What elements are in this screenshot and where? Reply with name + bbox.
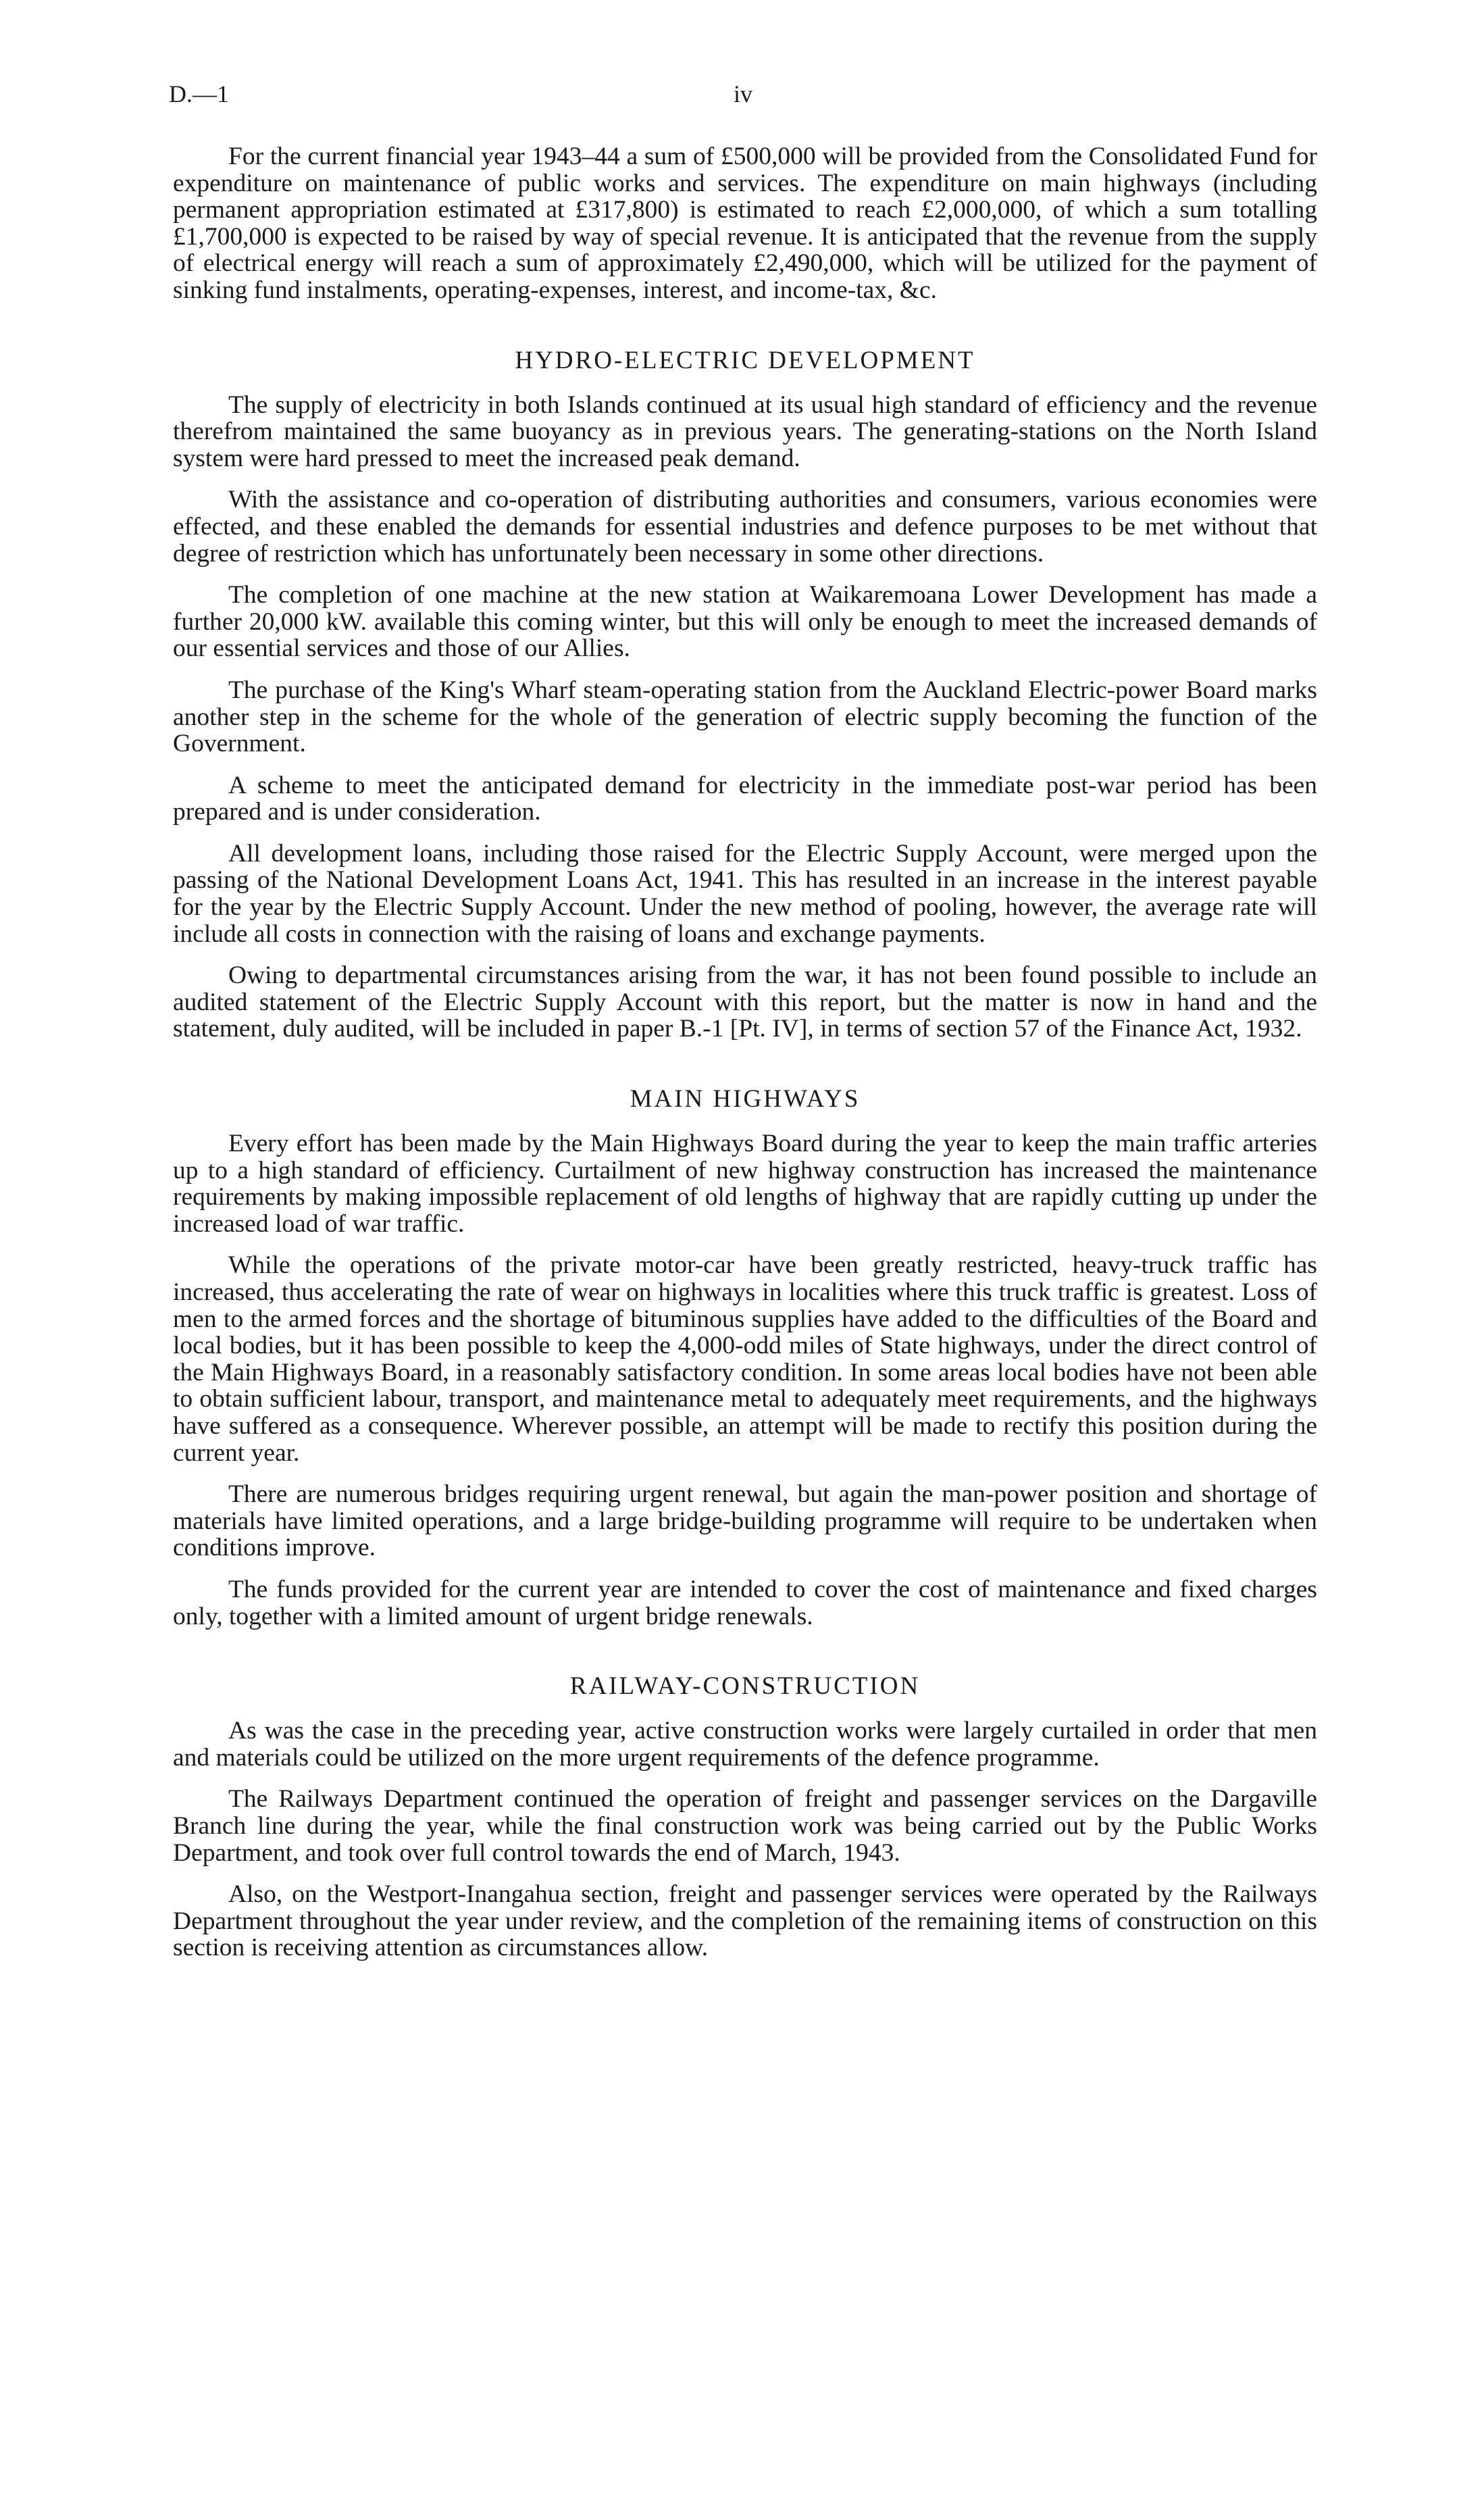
document-reference: D.—1 <box>169 80 229 107</box>
body-paragraph: A scheme to meet the anticipated demand for electricity in the immediate post-war period has been prepared and is under consideration. <box>173 771 1317 826</box>
body-paragraph: For the current financial year 1943–44 a sum of £500,000 will be provided from the Consolidated Fund for expenditure on maintenance of public works and services. The expenditure on main highways (including permanent appropriation estimated at £317,800) is estimated to reach £2,000,000, of which a sum totalling £1,700,000 is expected to be raised by way of special revenue. It is anticipated that the revenue from the supply of electrical energy will reach a sum of approximately £2,490,000, which will be utilized for the payment of sinking fund instalments, operating-expenses, interest, and income-tax, &c. <box>173 143 1317 304</box>
body-paragraph: The Railways Department continued the operation of freight and passenger services on the Dargaville Branch line during the year, while the final construction work was being carried out by the Public Works Department, and took over full control towards the end of March, 1943. <box>173 1785 1317 1867</box>
main-highways-section <box>173 1084 1317 1630</box>
page-number: iv <box>733 80 752 107</box>
body-paragraph: While the operations of the private motor-car have been greatly restricted, heavy-truck traffic has increased, thus accelerating the rate of wear on highways in localities where this truck traffic is greatest. Loss of men to the armed forces and the shortage of bituminous supplies have added to the difficulties of the Board and local bodies, but it has been possible to keep the 4,000-odd miles of State highways, under the direct control of the Main Highways Board, in a reasonably satisfactory condition. In some areas local bodies have not been able to obtain sufficient labour, transport, and maintenance metal to adequately meet requirements, and the highways have suffered as a consequence. Wherever possible, an attempt will be made to rectify this position during the current year. <box>173 1251 1317 1467</box>
body-paragraph: Owing to departmental circumstances arising from the war, it has not been found possible to include an audited statement of the Electric Supply Account with this report, but the matter is now in hand and the statement, duly audited, will be included in paper B.-1 [Pt. IV], in terms of section 57 of the Finance Act, 1932. <box>173 961 1317 1043</box>
railway-construction-section <box>173 1672 1317 1961</box>
page-header <box>169 80 1317 114</box>
body-paragraph: There are numerous bridges requiring urgent renewal, but again the man-power position and shortage of materials have limited operations, and a large bridge-building programme will require to be undertaken when conditions improve. <box>173 1480 1317 1562</box>
body-paragraph: The supply of electricity in both Islands continued at its usual high standard of efficiency and the revenue therefrom maintained the same buoyancy as in previous years. The generating-stations on the North Island system were hard pressed to meet the increased peak demand. <box>173 391 1317 472</box>
section-heading-hydro-electric: HYDRO-ELECTRIC DEVELOPMENT <box>515 346 975 374</box>
body-paragraph: The purchase of the King's Wharf steam-operating station from the Auckland Electric-power Board marks another step in the scheme for the whole of the generation of electric supply becoming the function of the Government. <box>173 676 1317 758</box>
body-paragraph: With the assistance and co-operation of distributing authorities and consumers, various economies were effected, and these enabled the demands for essential industries and defence purposes to be met without that degree of restriction which has unfortunately been necessary in some other directions. <box>173 486 1317 568</box>
body-paragraph: Also, on the Westport-Inangahua section, freight and passenger services were operated by the Railways Department throughout the year under review, and the completion of the remaining items of construction on this section is receiving attention as circumstances allow. <box>173 1880 1317 1962</box>
body-paragraph: The completion of one machine at the new station at Waikaremoana Lower Development has made a further 20,000 kW. available this coming winter, but this will only be enough to meet the increased demands of our essential services and those of our Allies. <box>173 581 1317 663</box>
body-paragraph: The funds provided for the current year are intended to cover the cost of maintenance and fixed charges only, together with a limited amount of urgent bridge renewals. <box>173 1575 1317 1630</box>
section-heading-main-highways: MAIN HIGHWAYS <box>630 1085 861 1113</box>
section-heading-railway-construction: RAILWAY-CONSTRUCTION <box>569 1672 921 1701</box>
hydro-electric-section <box>173 346 1317 1043</box>
document-body <box>173 143 1317 1976</box>
body-paragraph: Every effort has been made by the Main Highways Board during the year to keep the main traffic arteries up to a high standard of efficiency. Curtailment of new highway construction has increased the maintenance requirements by making impossible replacement of old lengths of highway that are rapidly cutting up under the increased load of war traffic. <box>173 1130 1317 1238</box>
intro-section <box>173 143 1317 304</box>
body-paragraph: As was the case in the preceding year, active construction works were largely curtailed in order that men and materials could be utilized on the more urgent requirements of the defence programme. <box>173 1717 1317 1772</box>
body-paragraph: All development loans, including those raised for the Electric Supply Account, were merged upon the passing of the National Development Loans Act, 1941. This has resulted in an increase in the interest payable for the year by the Electric Supply Account. Under the new method of pooling, however, the average rate will include all costs in connection with the raising of loans and exchange payments. <box>173 839 1317 948</box>
